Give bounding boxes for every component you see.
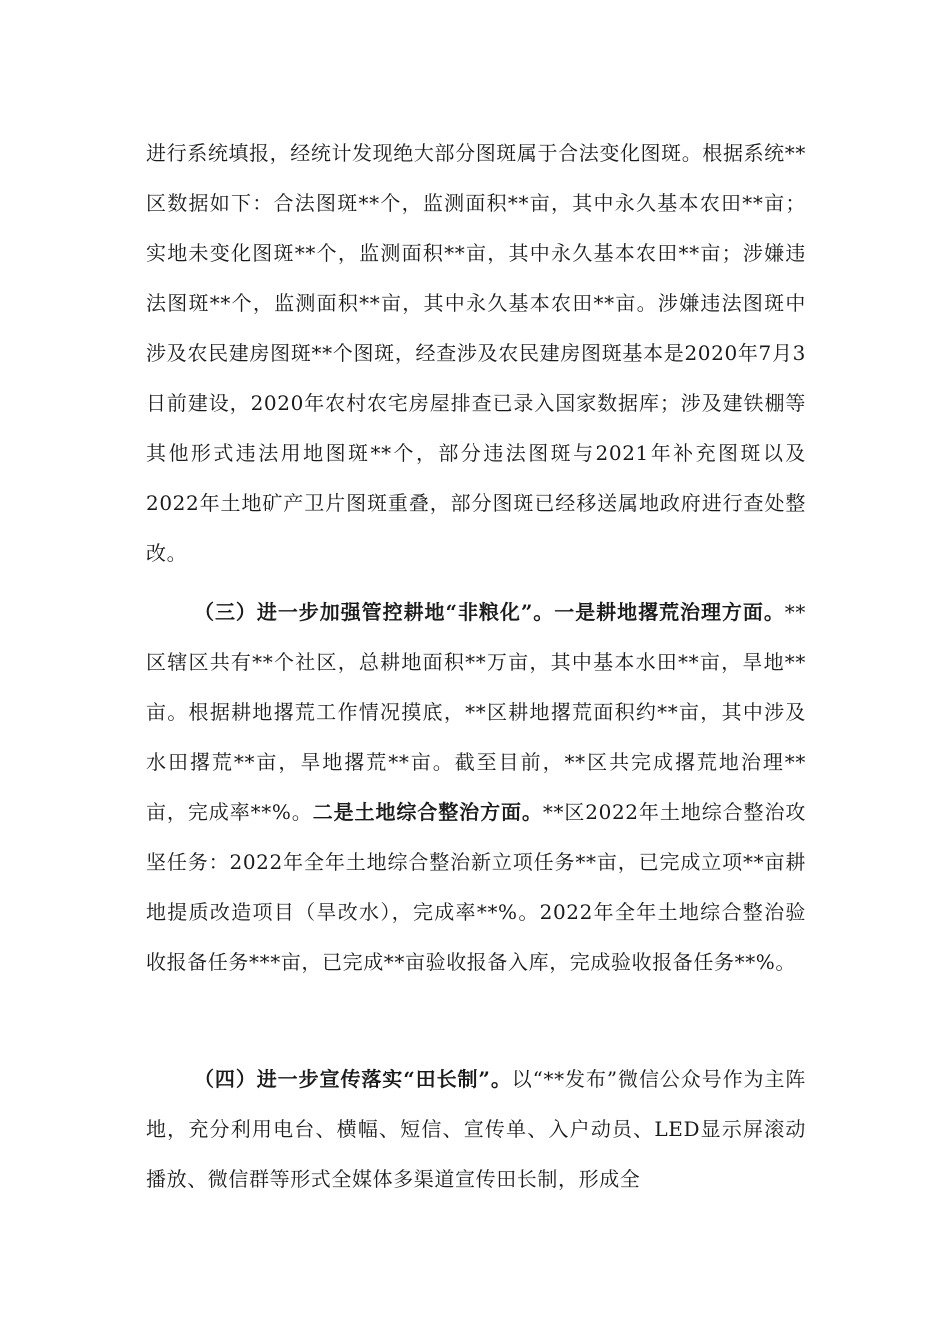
paragraph-text: 以“**发布”微信公众号作为主阵地，充分利用电台、横幅、短信、宣传单、入户动员、LED显示屏滚动播放、微信群等形式全媒体多渠道宣传田长制，形成全 <box>146 1067 806 1191</box>
paragraph-field-chief-system <box>146 1054 806 1204</box>
subsection-title: 一是耕地撂荒治理方面。 <box>554 600 785 624</box>
subsection-title: 二是土地综合整治方面。 <box>312 800 543 824</box>
section-heading: （三）进一步加强管控耕地“非粮化”。 <box>194 600 555 624</box>
paragraph-data-summary <box>146 128 806 578</box>
paragraph-text: 进行系统填报，经统计发现绝大部分图斑属于合法变化图斑。根据系统**区数据如下：合法图斑**个，监测面积**亩，其中永久基本农田**亩；实地未变化图斑**个，监测面积**亩，其中永久基本农田**亩；涉嫌违法图斑**个，监测面积**亩，其中永久基本农田**亩。涉嫌违法图斑中涉及农民建房图斑**个图斑，经查涉及农民建房图斑基本是2020年7月3日前建设，2020年农村农宅房屋排查已录入国家数据库；涉及建铁棚等其他形式违法用地图斑**个，部分违法图斑与2021年补充图斑以及2022年土地矿产卫片图斑重叠，部分图斑已经移送属地政府进行查处整改。 <box>146 141 806 565</box>
paragraph-content <box>146 1054 806 1204</box>
paragraph-content <box>146 587 806 987</box>
subsection-text: **区2022年土地综合整治攻坚任务：2022年全年土地综合整治新立项任务**亩，已完成立项**亩耕地提质改造项目（旱改水），完成率**%。2022年全年土地综合整治验收报备任务***亩，已完成**亩验收报备入库，完成验收报备任务**%。 <box>146 800 806 974</box>
section-heading: （四）进一步宣传落实“田长制”。 <box>194 1067 512 1091</box>
paragraph-non-grain-control <box>146 587 806 987</box>
subsection-text: **区辖区共有**个社区，总耕地面积**万亩，其中基本水田**亩，旱地**亩。根据耕地撂荒工作情况摸底，**区耕地撂荒面积约**亩，其中涉及水田撂荒**亩，旱地撂荒**亩。截至目前，**区共完成撂荒地治理**亩，完成率**%。 <box>146 600 806 824</box>
